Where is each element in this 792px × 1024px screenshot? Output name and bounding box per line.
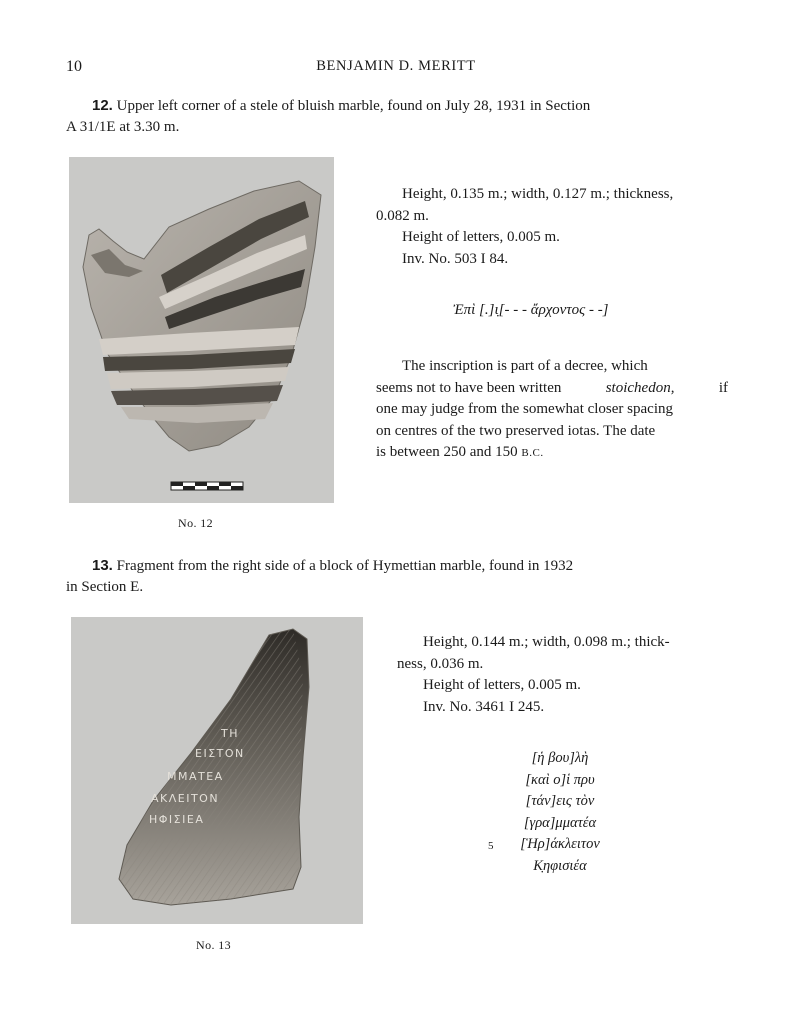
entry-12-commentary-line3: one may judge from the somewhat closer spacing xyxy=(376,401,673,417)
entry-13-heading-line1: Fragment from the right side of a block of Hymettian marble, found in 1932 xyxy=(116,558,574,574)
caption-13: No. 13 xyxy=(196,938,232,952)
entry-12-inscription: Ἐπὶ [.]ι̣[- - - ἄρχοντος - -] xyxy=(453,302,609,318)
entry-12-heading xyxy=(66,95,728,138)
photo-letters-row3: ΜΜΑΤΕΑ xyxy=(167,770,224,783)
photo-letters-row1: ΤΗ xyxy=(221,727,239,740)
entry-13-measurements xyxy=(397,632,728,718)
entry-12-commentary-line5: is between 250 and 150 xyxy=(376,444,518,460)
page-number: 10 xyxy=(66,58,82,75)
entry-13-inscription xyxy=(500,748,620,877)
entry-12-commentary-line2b: if xyxy=(718,379,728,396)
entry-13-inventory: Inv. No. 3461 I 245. xyxy=(423,698,545,715)
inscription-line-number-5: 5 xyxy=(488,840,494,852)
stele-fragment-12-image xyxy=(69,157,334,503)
inscription-line-2: [καὶ ο]ἱ πρυ xyxy=(525,771,595,788)
entry-13-heading-line2: in Section E. xyxy=(66,579,144,595)
photo-fragment-13 xyxy=(71,617,363,924)
entry-12-dimensions-line2: 0.082 m. xyxy=(376,207,429,224)
photo-fragment-12 xyxy=(69,157,334,503)
photo-letters-row5: ΗΦΙΣΙΕΑ xyxy=(149,813,205,826)
entry-12-letter-height: Height of letters, 0.005 m. xyxy=(402,229,560,245)
entry-12-inventory: Inv. No. 503 I 84. xyxy=(402,250,509,267)
block-fragment-13-image xyxy=(71,617,363,924)
entry-12-heading-line2: A 31/1E at 3.30 m. xyxy=(66,119,180,135)
entry-12-heading-line1: Upper left corner of a stele of bluish marble, found on July 28, 1931 in Section xyxy=(116,98,591,114)
entry-12-measurements xyxy=(376,184,728,270)
entry-12-commentary-line1: The inscription is part of a decree, which xyxy=(402,358,648,374)
entry-13-dimensions-line2: ness, 0.036 m. xyxy=(397,655,484,672)
entry-13-letter-height: Height of letters, 0.005 m. xyxy=(423,677,581,693)
inscription-line-1: [ἡ βου]λὴ xyxy=(531,750,589,766)
entry-12-dimensions-line1: Height, 0.135 m.; width, 0.127 m.; thickness, xyxy=(402,186,674,202)
entry-13-dimensions-line1: Height, 0.144 m.; width, 0.098 m.; thick- xyxy=(423,634,670,650)
entry-12-commentary-italic: stoichedon, xyxy=(605,379,675,396)
entry-13-number: 13. xyxy=(92,557,113,574)
entry-12-commentary-line2: seems not to have been written xyxy=(376,379,562,396)
inscription-line-3: [τάν]εις τὸν xyxy=(525,793,595,809)
entry-12-commentary xyxy=(376,356,728,465)
inscription-line-4: [γρα]μματέα xyxy=(523,814,597,831)
entry-13-heading xyxy=(66,555,728,598)
entry-12-commentary-line4: on centres of the two preserved iotas. The date xyxy=(376,422,656,439)
running-head: BENJAMIN D. MERITT xyxy=(316,58,476,74)
entry-12-commentary-era: B.C. xyxy=(521,447,544,459)
photo-letters-row4: ΑΚΛΕΙΤΟΝ xyxy=(151,792,220,805)
entry-12-number: 12. xyxy=(92,97,113,114)
inscription-line-6: Κ̣ηφισιέα xyxy=(533,857,587,874)
photo-letters-row2: ΕΙΣΤΟΝ xyxy=(195,747,245,760)
caption-12: No. 12 xyxy=(178,516,214,530)
inscription-line-5: [Ἡρ]άκλειτον xyxy=(520,836,600,852)
